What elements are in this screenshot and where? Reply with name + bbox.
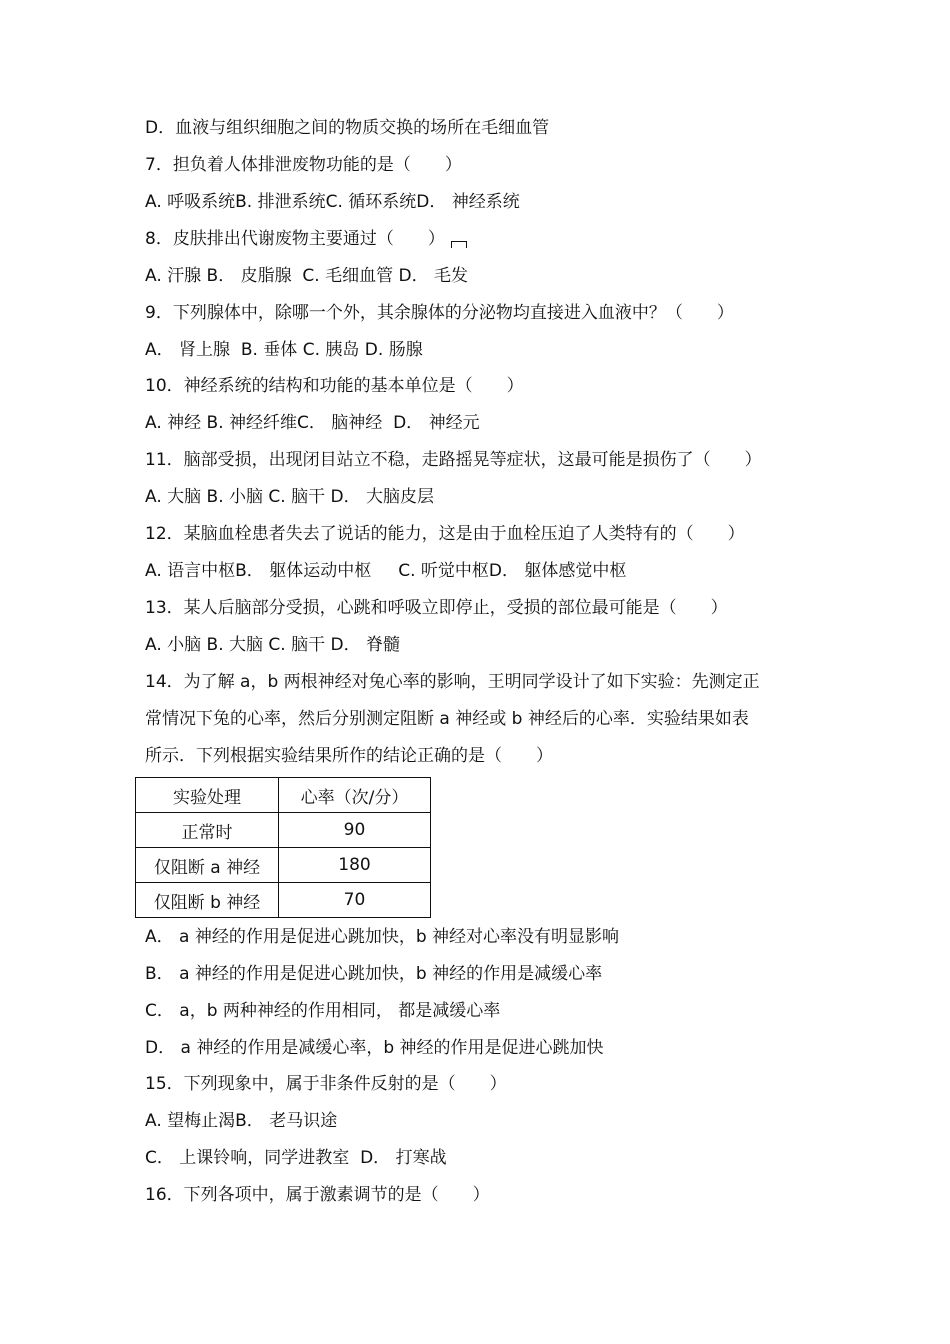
table-cell: 90	[279, 813, 431, 848]
options-11: A. 大脑 B. 小脑 C. 脑干 D． 大脑皮层	[145, 487, 434, 507]
options-13: A. 小脑 B. 大脑 C. 脑干 D． 脊髓	[145, 635, 400, 655]
options-7: A. 呼吸系统B. 排泄系统C. 循环系统D． 神经系统	[145, 192, 520, 212]
question-15: 15．下列现象中，属于非条件反射的是（ ）	[145, 1074, 507, 1094]
table-row	[136, 813, 431, 848]
options-14a: A． a 神经的作用是促进心跳加快，b 神经对心率没有明显影响	[145, 927, 620, 947]
table-cell: 仅阻断 a 神经	[136, 848, 279, 883]
question-14-line-3: 所示．下列根据实验结果所作的结论正确的是（ ）	[145, 746, 553, 766]
question-13: 13．某人后脑部分受损，心跳和呼吸立即停止，受损的部位最可能是（ ）	[145, 598, 728, 618]
table-cell: 180	[279, 848, 431, 883]
table-header-row	[136, 778, 431, 813]
options-14d: D． a 神经的作用是减缓心率，b 神经的作用是促进心跳加快	[145, 1038, 604, 1058]
table-cell: 70	[279, 883, 431, 918]
question-16: 16．下列各项中，属于激素调节的是（ ）	[145, 1185, 490, 1205]
question-14-line-1: 14．为了解 a，b 两根神经对兔心率的影响，王明同学设计了如下实验：先测定正	[145, 672, 760, 692]
table-row	[136, 848, 431, 883]
question-10: 10．神经系统的结构和功能的基本单位是（ ）	[145, 376, 524, 396]
options-15-line-2: C． 上课铃响，同学进教室 D． 打寒战	[145, 1148, 447, 1168]
table-cell: 仅阻断 b 神经	[136, 883, 279, 918]
table-header-cell: 实验处理	[136, 778, 279, 813]
question-8	[145, 228, 467, 250]
question-9: 9．下列腺体中，除哪一个外，其余腺体的分泌物均直接进入血液中？（ ）	[145, 303, 734, 323]
question-7: 7．担负着人体排泄废物功能的是（ ）	[145, 155, 462, 175]
options-10: A. 神经 B. 神经纤维C． 脑神经 D． 神经元	[145, 413, 480, 433]
option-6d: D．血液与组织细胞之间的物质交换的场所在毛细血管	[145, 118, 550, 138]
options-12: A. 语言中枢B． 躯体运动中枢 C. 听觉中枢D． 躯体感觉中枢	[145, 561, 627, 581]
question-8-text: 8．皮肤排出代谢废物主要通过（ ）	[145, 229, 445, 249]
options-14b: B． a 神经的作用是促进心跳加快，b 神经的作用是减缓心率	[145, 964, 603, 984]
options-8: A. 汗腺 B． 皮脂腺 C. 毛细血管 D． 毛发	[145, 266, 468, 286]
question-14-line-2: 常情况下兔的心率，然后分别测定阻断 a 神经或 b 神经后的心率．实验结果如表	[145, 709, 749, 729]
options-15-line-1: A. 望梅止渴B． 老马识途	[145, 1111, 338, 1131]
experiment-table	[135, 777, 431, 918]
table-cell: 正常时	[136, 813, 279, 848]
bracket-mark-icon	[451, 241, 467, 248]
question-12: 12．某脑血栓患者失去了说话的能力，这是由于血栓压迫了人类特有的（ ）	[145, 524, 745, 544]
options-14c: C． a，b 两种神经的作用相同， 都是减缓心率	[145, 1001, 501, 1021]
table-header-cell: 心率（次/分）	[279, 778, 431, 813]
options-9: A． 肾上腺 B. 垂体 C. 胰岛 D. 肠腺	[145, 340, 423, 360]
question-11: 11．脑部受损，出现闭目站立不稳，走路摇晃等症状，这最可能是损伤了（ ）	[145, 450, 762, 470]
table-row	[136, 883, 431, 918]
